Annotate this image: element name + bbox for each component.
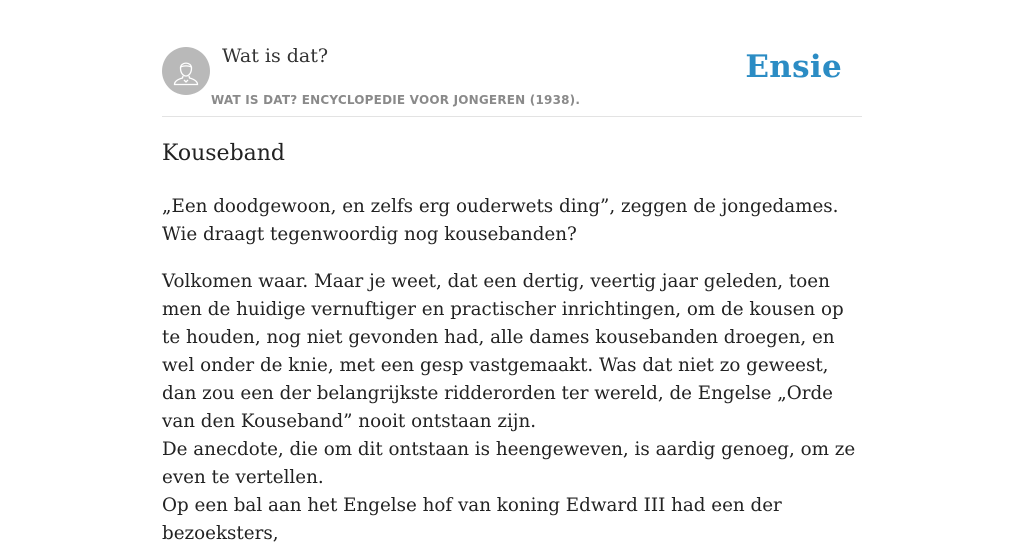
author-avatar[interactable]	[162, 47, 210, 95]
article-body	[162, 138, 862, 548]
paragraph: Volkomen waar. Maar je weet, dat een dertig, veertig jaar geleden, toen men de huidige vernuftiger en practischer inrichtingen, om de kousen op te houden, nog niet gevonden had, alle dames kousebanden droegen, en wel onder de knie, met een gesp vastgemaakt. Was dat niet zo geweest, dan zou een der belangrijkste ridderorden ter wereld, de Engelse „Orde van den Kouseband” nooit ontstaan zijn.	[162, 271, 844, 432]
author-name[interactable]: Wat is dat?	[222, 45, 329, 67]
source-citation: WAT IS DAT? ENCYCLOPEDIE VOOR JONGEREN (1938).	[211, 93, 581, 107]
article-title: Kouseband	[162, 141, 286, 166]
page-header	[162, 0, 862, 117]
paragraph: „Een doodgewoon, en zelfs erg ouderwets ding”, zeggen de jongedames. Wie draagt tegenwoordig nog kousebanden?	[162, 196, 839, 245]
paragraph: De anecdote, die om dit ontstaan is heengeweven, is aardig genoeg, om ze even te vertellen.	[162, 439, 856, 488]
paragraph: Op een bal aan het Engelse hof van koning Edward III had een der bezoeksters,	[162, 495, 782, 544]
brand-logo[interactable]: Ensie	[745, 49, 842, 85]
user-silhouette-icon	[162, 47, 210, 95]
